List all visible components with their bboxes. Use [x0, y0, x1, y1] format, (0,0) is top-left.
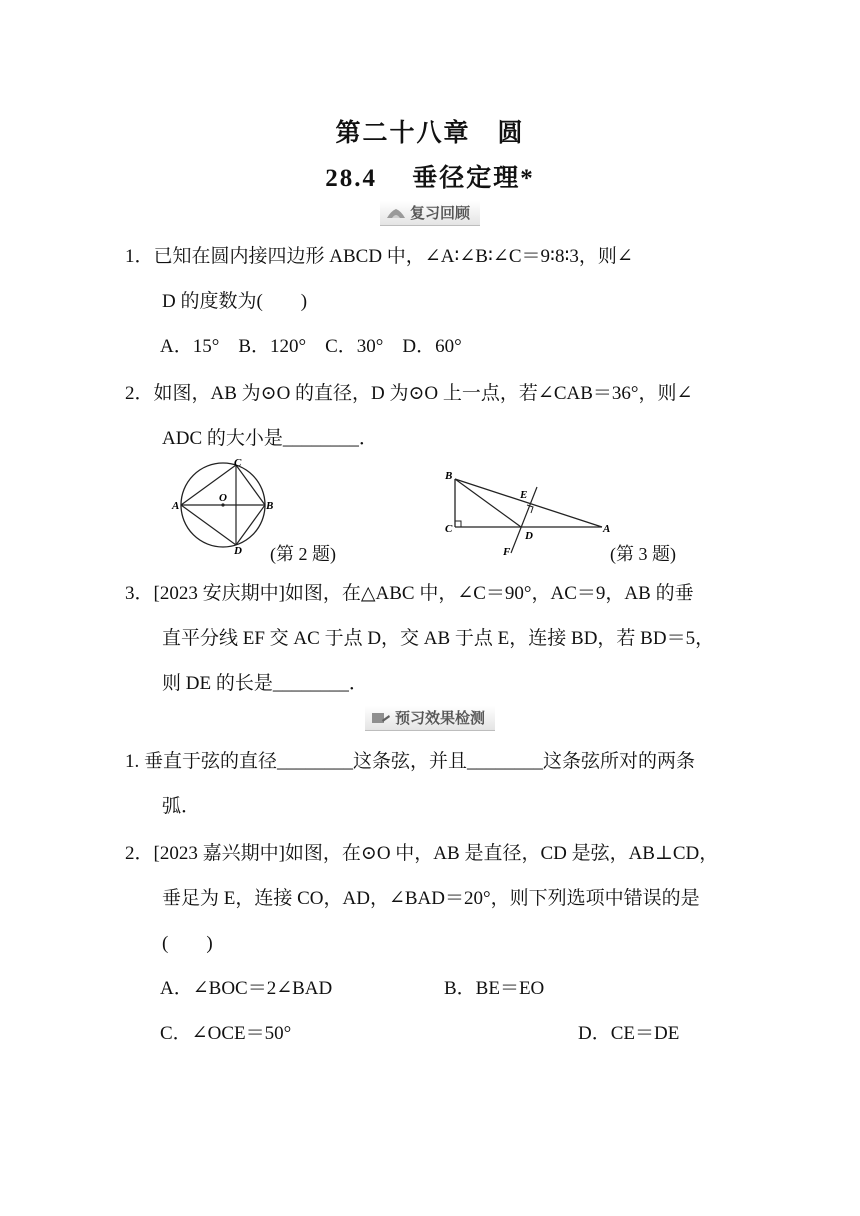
review-q1-options: A．15° B．120° C．30° D．60° — [160, 336, 462, 357]
figure-2-caption: (第 2 题) — [270, 544, 336, 564]
preview-q2-line3: ( ) — [162, 933, 213, 954]
review-q3-line2: 直平分线 EF 交 AC 于点 D，交 AB 于点 E，连接 BD，若 BD＝5， — [162, 628, 715, 649]
fig3-label-e: E — [520, 489, 528, 501]
preview-q1-line1: 1. 垂直于弦的直径________这条弦，并且________这条弦所对的两条 — [125, 751, 696, 772]
preview-q2-option-c: C．∠OCE＝50° — [160, 1023, 292, 1044]
fig3-label-b: B — [445, 470, 453, 482]
fig3-label-a: A — [603, 523, 611, 535]
fig2-label-d: D — [234, 545, 242, 557]
review-q2-line1: 2．如图，AB 为⊙O 的直径，D 为⊙O 上一点，若∠CAB＝36°，则∠ — [125, 383, 693, 404]
review-lotus-icon — [386, 207, 406, 219]
review-q1-line2: D 的度数为( ) — [162, 291, 308, 312]
review-q3-line1: 3．[2023 安庆期中]如图，在△ABC 中，∠C＝90°，AC＝9，AB 的垂 — [125, 583, 694, 604]
fig2-label-a: A — [172, 500, 180, 512]
fig2-label-b: B — [266, 500, 274, 512]
fig2-label-c: C — [234, 457, 242, 469]
figure-2-circle — [165, 455, 280, 560]
fig3-label-c: C — [445, 523, 453, 535]
preview-q2-option-d: D．CE＝DE — [578, 1023, 680, 1044]
preview-q2-line2: 垂足为 E，连接 CO，AD，∠BAD＝20°，则下列选项中错误的是 — [162, 888, 700, 909]
figure-3-triangle — [440, 465, 620, 565]
preview-book-icon — [371, 712, 391, 724]
preview-q2-option-b: B．BE＝EO — [444, 978, 545, 999]
preview-q1-line2: 弧． — [162, 796, 201, 817]
preview-q2-line1: 2．[2023 嘉兴期中]如图，在⊙O 中，AB 是直径，CD 是弦，AB⊥CD， — [125, 843, 719, 864]
preview-q2-option-a: A．∠BOC＝2∠BAD — [160, 978, 333, 999]
review-q1-line1: 1．已知在圆内接四边形 ABCD 中，∠A∶∠B∶∠C＝9∶8∶3，则∠ — [125, 246, 633, 267]
review-q2-line2: ADC 的大小是________． — [162, 428, 378, 449]
fig3-label-f: F — [503, 546, 511, 558]
review-section-header — [0, 201, 860, 226]
fig2-label-o: O — [219, 492, 227, 504]
review-header-label: 复习回顾 — [409, 206, 470, 222]
preview-section-header — [0, 706, 860, 731]
section-title: 28.4 垂径定理* — [325, 165, 535, 192]
preview-header-label: 预习效果检测 — [394, 711, 485, 727]
review-q3-line3: 则 DE 的长是________． — [162, 673, 368, 694]
fig3-label-d: D — [525, 530, 533, 542]
chapter-title: 第二十八章 圆 — [335, 120, 525, 147]
figure-3-caption: (第 3 题) — [610, 544, 676, 564]
